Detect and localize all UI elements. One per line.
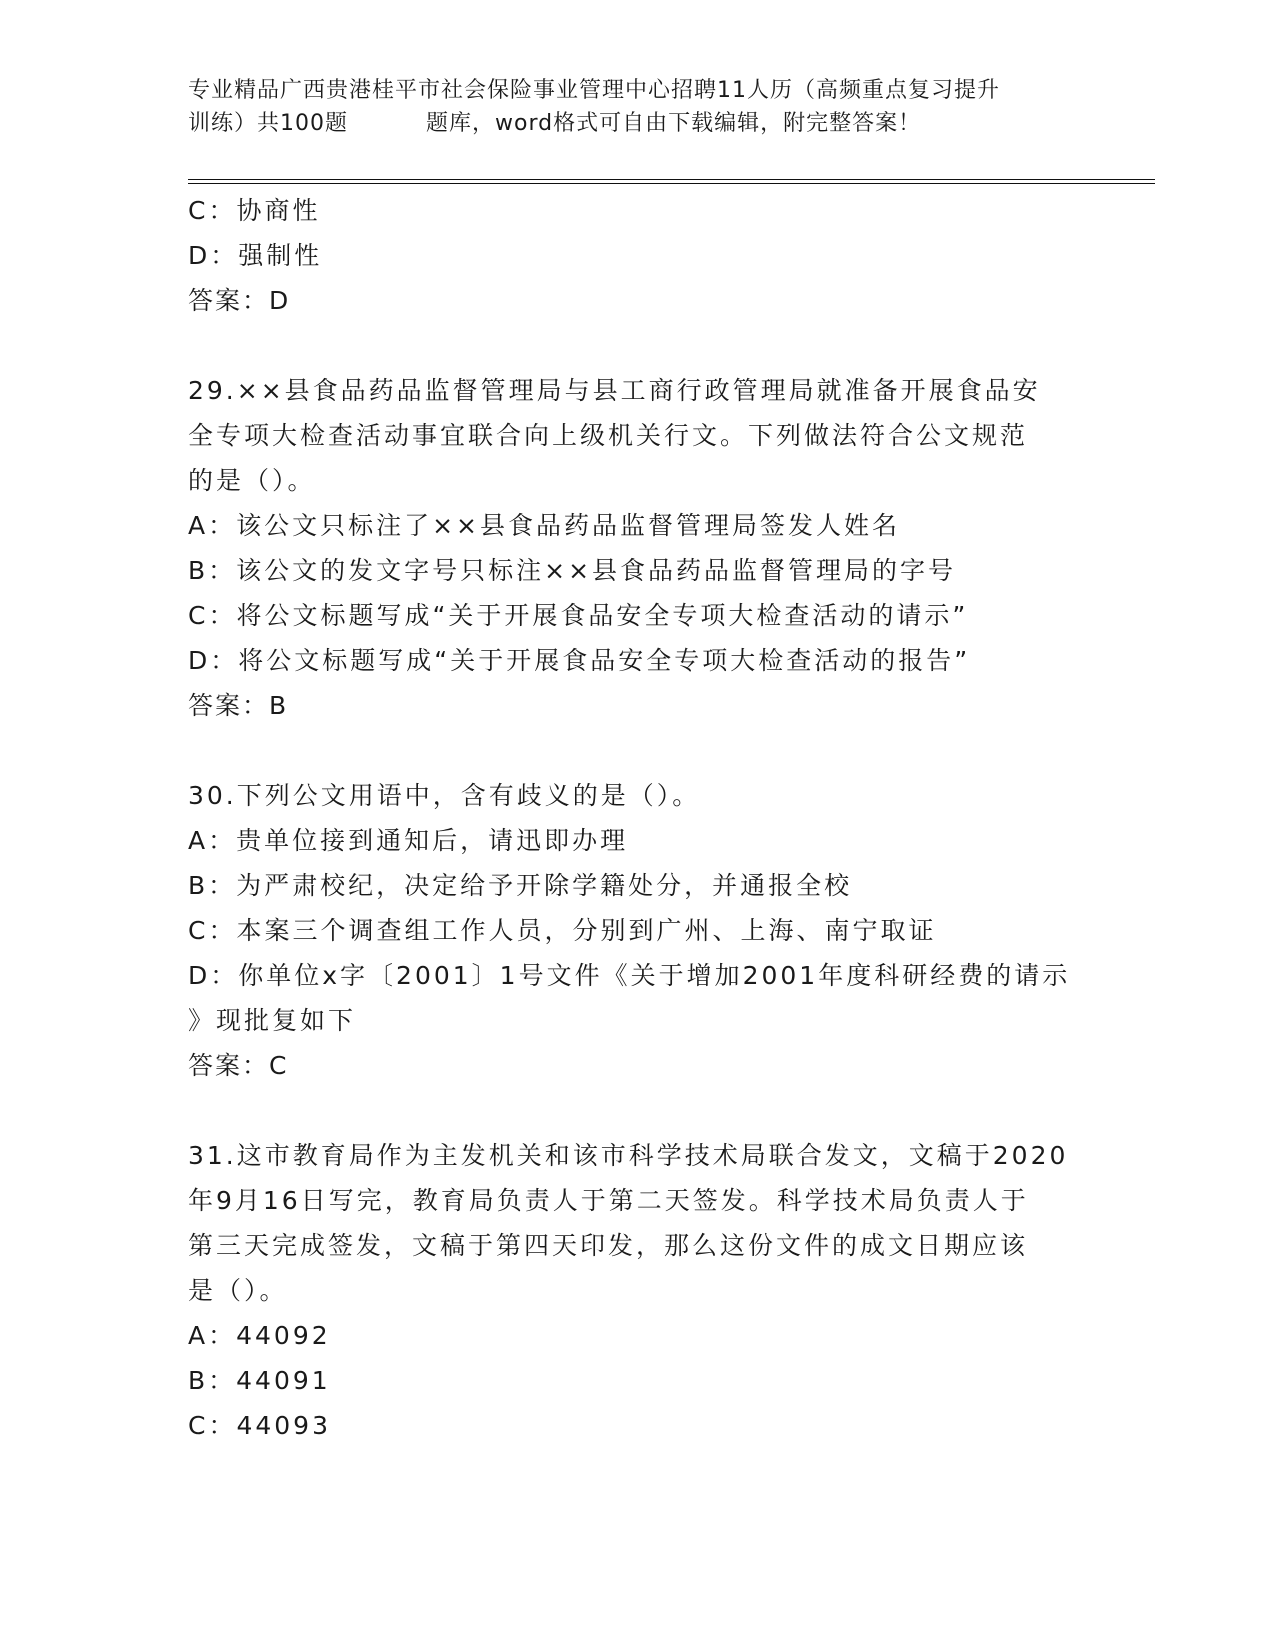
question-28-fragment bbox=[188, 188, 1098, 323]
page-header bbox=[188, 74, 1078, 140]
q31-stem-line-2: 年9月16日写完，教育局负责人于第二天签发。科学技术局负责人于 bbox=[188, 1186, 1029, 1215]
q28-option-c: C：协商性 bbox=[188, 196, 321, 225]
spacer bbox=[188, 1088, 1098, 1133]
spacer bbox=[188, 728, 1098, 773]
question-30 bbox=[188, 773, 1098, 1088]
q30-stem-line-1: 30.下列公文用语中，含有歧义的是（）。 bbox=[188, 781, 701, 810]
q28-option-d: D：强制性 bbox=[188, 241, 323, 270]
spacer bbox=[188, 323, 1098, 368]
q30-answer: 答案：C bbox=[188, 1051, 289, 1080]
q29-stem-line-2: 全专项大检查活动事宜联合向上级机关行文。下列做法符合公文规范 bbox=[188, 421, 1029, 450]
header-title-line-2-left: 训练）共100题 bbox=[188, 111, 348, 136]
q30-option-d-line-2: 》现批复如下 bbox=[188, 1006, 357, 1035]
q29-stem-line-3: 的是（）。 bbox=[188, 466, 316, 495]
q30-option-b: B：为严肃校纪，决定给予开除学籍处分，并通报全校 bbox=[188, 871, 853, 900]
q28-answer: 答案：D bbox=[188, 286, 291, 315]
header-rule-bottom bbox=[188, 183, 1155, 184]
q31-option-c: C：44093 bbox=[188, 1411, 331, 1440]
question-content bbox=[188, 188, 1098, 1448]
q29-option-b: B：该公文的发文字号只标注××县食品药品监督管理局的字号 bbox=[188, 556, 957, 585]
q29-stem-line-1: 29.××县食品药品监督管理局与县工商行政管理局就准备开展食品安 bbox=[188, 376, 1041, 405]
question-31 bbox=[188, 1133, 1098, 1448]
q31-option-a: A：44092 bbox=[188, 1321, 331, 1350]
q31-stem-line-3: 第三天完成签发，文稿于第四天印发，那么这份文件的成文日期应该 bbox=[188, 1231, 1029, 1260]
question-29 bbox=[188, 368, 1098, 728]
q31-stem-line-4: 是（）。 bbox=[188, 1276, 288, 1305]
q29-option-c: C：将公文标题写成“关于开展食品安全专项大检查活动的请示” bbox=[188, 601, 969, 630]
q29-answer: 答案：B bbox=[188, 691, 289, 720]
header-title-line-2 bbox=[188, 107, 1078, 140]
header-rule-top bbox=[188, 179, 1155, 180]
header-title-line-2-right: 题库，word格式可自由下载编辑，附完整答案！ bbox=[426, 111, 922, 136]
q31-option-b: B：44091 bbox=[188, 1366, 331, 1395]
q29-option-d: D：将公文标题写成“关于开展食品安全专项大检查活动的报告” bbox=[188, 646, 971, 675]
q30-option-a: A：贵单位接到通知后，请迅即办理 bbox=[188, 826, 629, 855]
q29-option-a: A：该公文只标注了××县食品药品监督管理局签发人姓名 bbox=[188, 511, 900, 540]
q30-option-d-line-1: D：你单位x字〔2001〕1号文件《关于增加2001年度科研经费的请示 bbox=[188, 961, 1071, 990]
header-title-line-1: 专业精品广西贵港桂平市社会保险事业管理中心招聘11人历（高频重点复习提升 bbox=[188, 78, 1000, 103]
q30-option-c: C：本案三个调查组工作人员，分别到广州、上海、南宁取证 bbox=[188, 916, 937, 945]
q31-stem-line-1: 31.这市教育局作为主发机关和该市科学技术局联合发文，文稿于2020 bbox=[188, 1141, 1069, 1170]
